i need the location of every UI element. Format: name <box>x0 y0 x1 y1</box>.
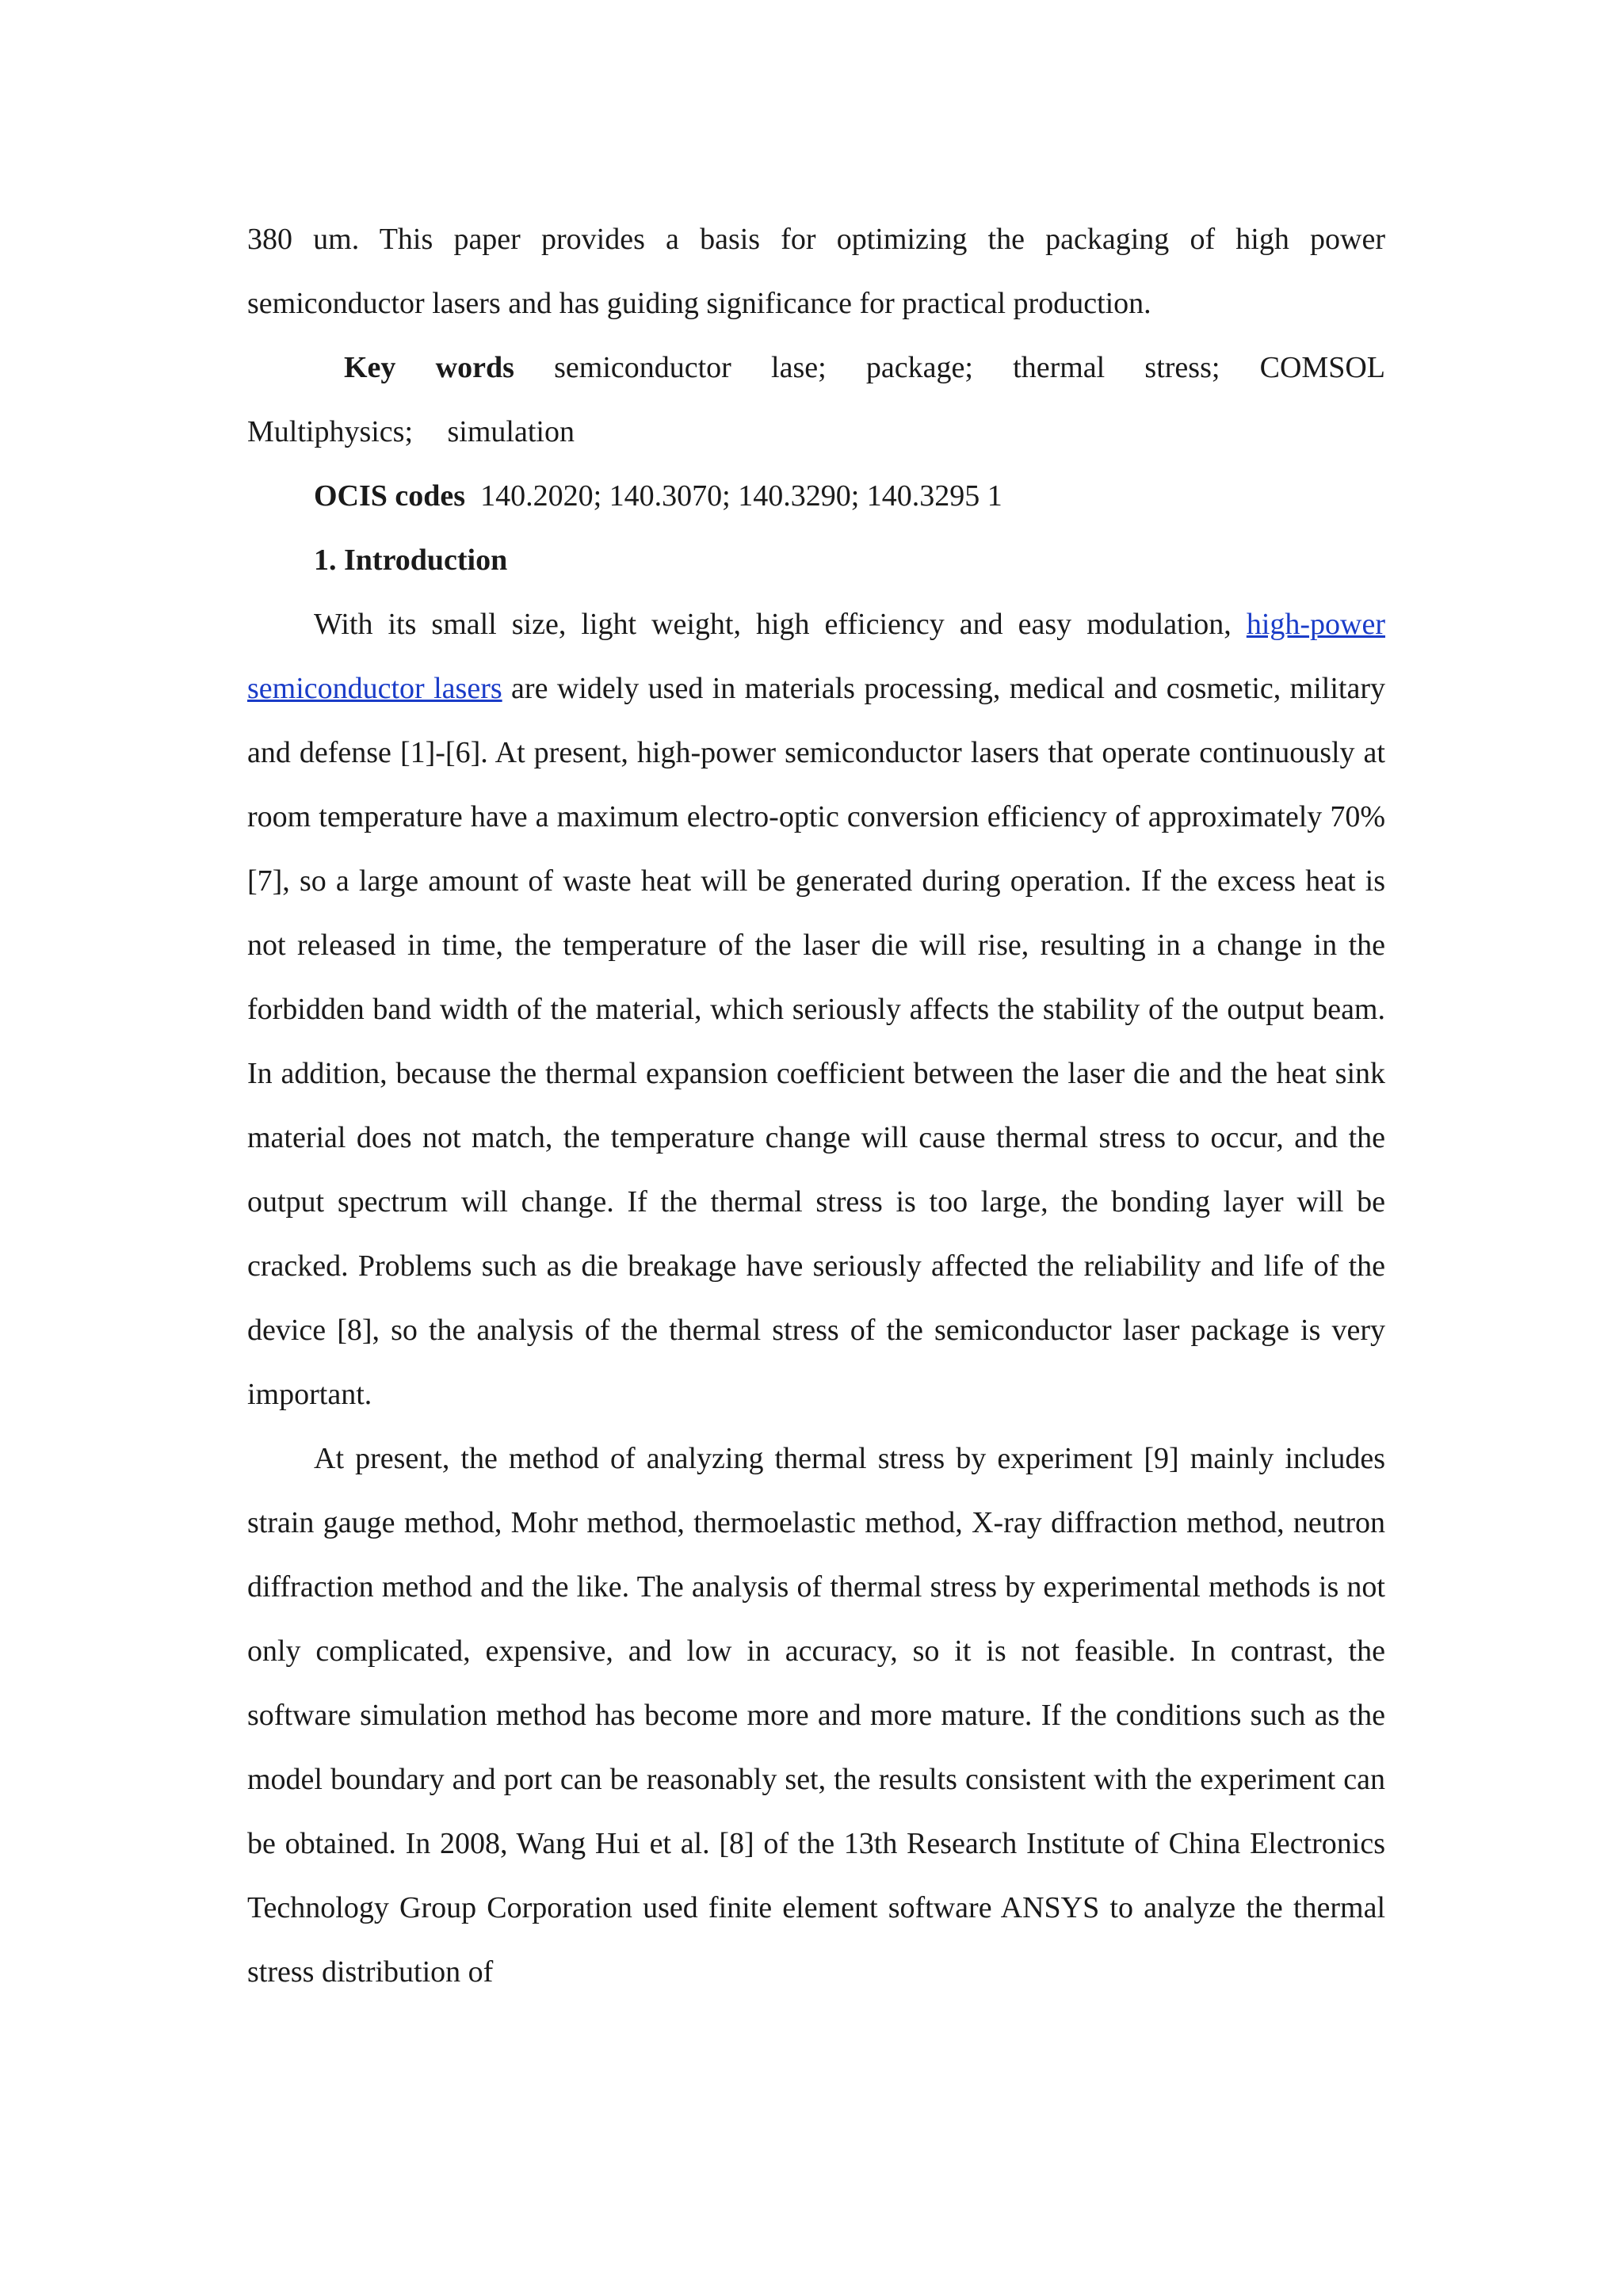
intro-paragraph-2: At present, the method of analyzing thermal stress by experiment [9] mainly includes strain gauge method, Mohr method, thermoelastic method, X-ray diffraction method, neutron diffraction method and the like. The analysis of thermal stress by experimental methods is not only complicated, expensive, and low in accuracy, so it is not feasible. In contrast, the software simulation method has become more and more mature. If the conditions such as the model boundary and port can be reasonably set, the results consistent with the experiment can be obtained. In 2008, Wang Hui et al. [8] of the 13th Research Institute of China Electronics Technology Group Corporation used finite element software ANSYS to analyze the thermal stress distribution of <box>247 1442 1385 1989</box>
keywords-text: semiconductor lase; package; thermal stress; COMSOL Multiphysics; simulation <box>247 351 1386 448</box>
ocis-codes-label: OCIS codes <box>314 479 466 513</box>
abstract-end-paragraph: 380 um. This paper provides a basis for optimizing the packaging of high power semiconductor lasers and has guiding significance for practical production. <box>247 223 1385 320</box>
intro-paragraph-1 <box>247 593 1385 1427</box>
document-page <box>247 208 1385 2004</box>
high-power-lasers-link[interactable]: high-power semiconductor lasers <box>247 608 1385 705</box>
keywords-paragraph <box>247 336 1385 464</box>
intro-p1-after-link: are widely used in materials processing, medical and cosmetic, military and defense [1]-[6]. At present, high-power semiconductor lasers that operate continuously at room temperature have a maximum electro-optic conversion efficiency of approximately 70% [7], so a large amount of waste heat will be generated during operation. If the excess heat is not released in time, the temperature of the laser die will rise, resulting in a change in the forbidden band width of the material, which seriously affects the stability of the output beam. In addition, because the thermal expansion coefficient between the laser die and the heat sink material does not match, the temperature change will cause thermal stress to occur, and the output spectrum will change. If the thermal stress is too large, the bonding layer will be cracked. Problems such as die breakage have seriously affected the reliability and life of the device [8], so the analysis of the thermal stress of the semiconductor laser package is very important. <box>247 672 1385 1411</box>
section-heading <box>247 528 1385 593</box>
ocis-codes-text: 140.2020; 140.3070; 140.3290; 140.3295 1 <box>465 479 1002 513</box>
intro-p1-before-link: With its small size, light weight, high efficiency and easy modulation, <box>314 608 1247 641</box>
ocis-codes-paragraph <box>247 464 1385 528</box>
keywords-label: Key words <box>344 351 514 384</box>
section-heading-text: 1. Introduction <box>314 543 508 577</box>
